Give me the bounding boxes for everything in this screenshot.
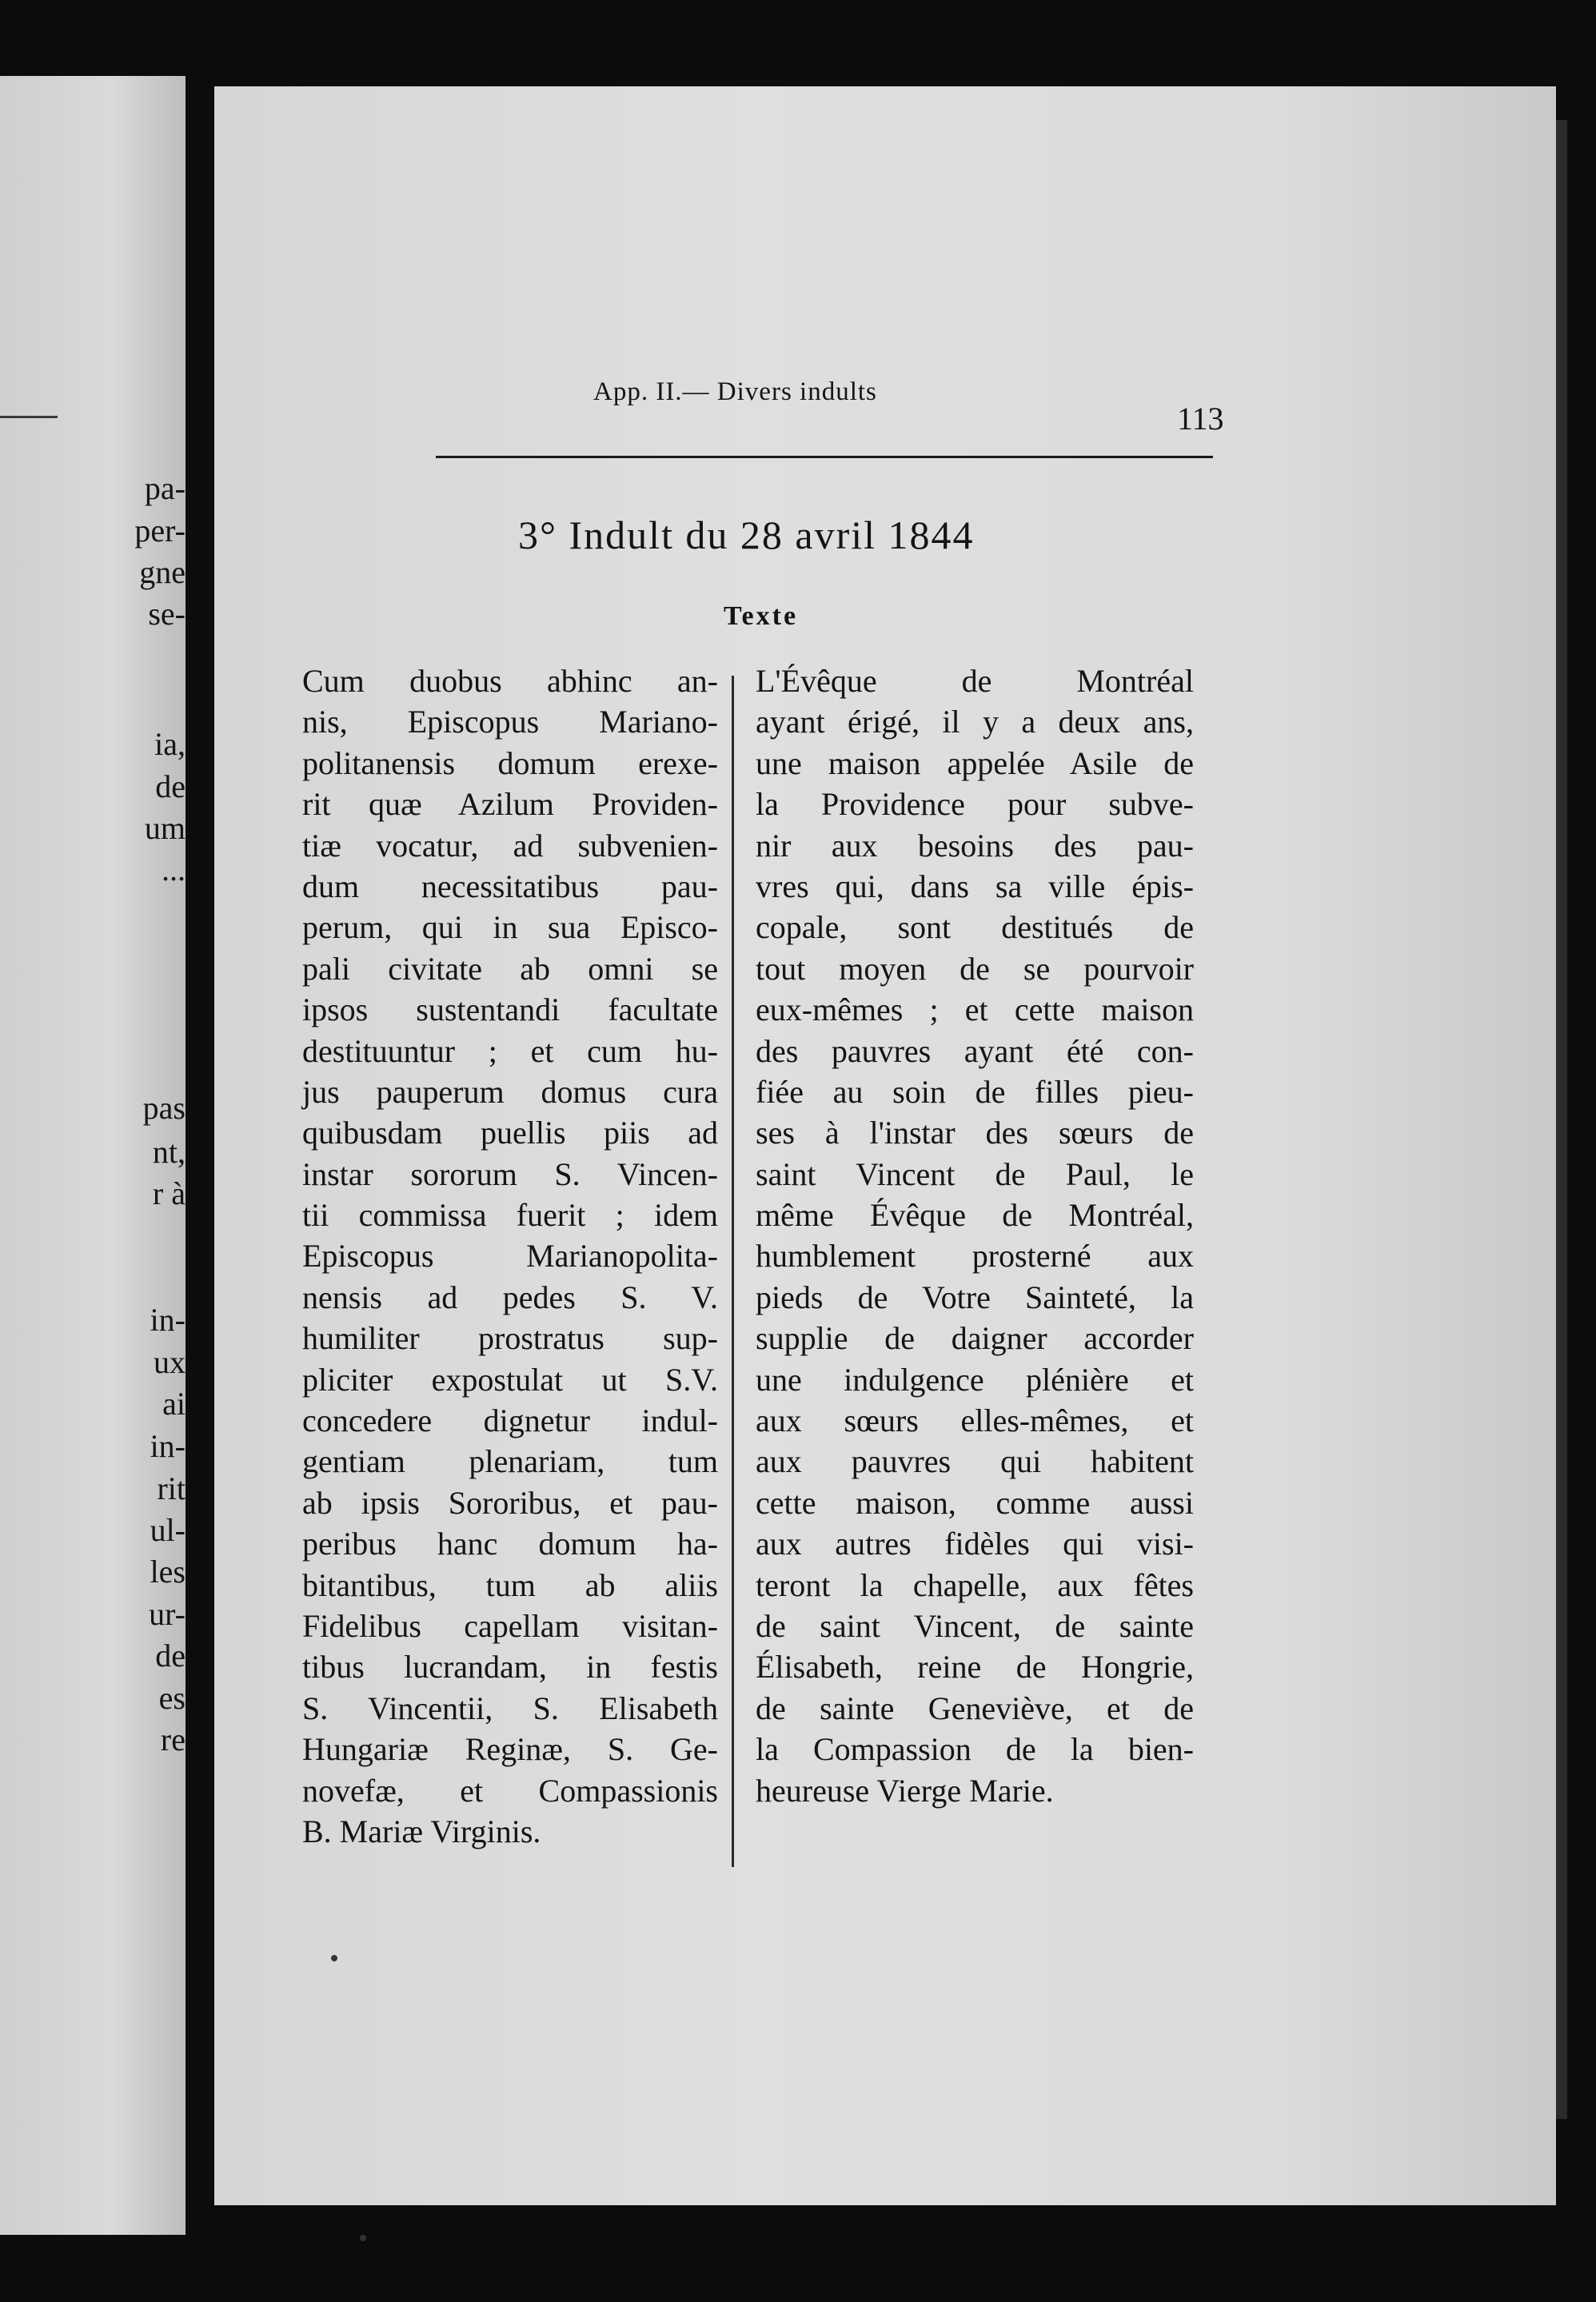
text-line: Episcopus Marianopolita- <box>302 1238 718 1275</box>
text-line: tii commissa fuerit ; idem <box>302 1197 718 1234</box>
text-line: Fidelibus capellam visitan- <box>302 1607 718 1644</box>
text-line: pieds de Votre Sainteté, la <box>756 1279 1194 1315</box>
text-line: de sainte Geneviève, et de <box>756 1690 1194 1726</box>
text-line: gentiam plenariam, tum <box>302 1443 718 1480</box>
column-divider <box>732 676 734 1867</box>
text-line: une maison appelée Asile de <box>756 744 1194 781</box>
header-rule <box>436 456 1213 458</box>
left-page-text-fragment: pas <box>142 1090 186 1126</box>
text-line: de saint Vincent, de sainte <box>756 1607 1194 1644</box>
text-line: dum necessitatibus pau- <box>302 868 718 904</box>
french-text-column <box>756 660 1194 1811</box>
left-page-text-fragment: r à <box>152 1175 186 1211</box>
left-page-text-fragment: in- <box>150 1428 186 1464</box>
left-page-text-fragment: se- <box>148 596 186 632</box>
text-line: tout moyen de se pourvoir <box>756 950 1194 987</box>
text-line: Élisabeth, reine de Hongrie, <box>756 1649 1194 1686</box>
latin-text-column <box>302 660 718 1852</box>
section-subtitle: Texte <box>724 601 799 631</box>
text-line: ses à l'instar des sœurs de <box>756 1115 1194 1151</box>
left-facing-page <box>0 76 186 2235</box>
text-line: une indulgence plénière et <box>756 1361 1194 1398</box>
text-line: B. Mariæ Virginis. <box>302 1813 541 1849</box>
left-page-text-fragment: ai <box>162 1386 186 1422</box>
left-page-text-fragment: ur- <box>149 1596 186 1632</box>
left-page-text-fragment: in- <box>150 1302 186 1338</box>
text-line: fiée au soin de filles pieu- <box>756 1073 1194 1110</box>
left-page-text-fragment: re <box>160 1722 186 1757</box>
left-page-text-fragment: um <box>144 810 186 846</box>
text-line: S. Vincentii, S. Elisabeth <box>302 1690 718 1726</box>
text-line: ayant érigé, il y a deux ans, <box>756 704 1194 740</box>
text-line: cette maison, comme aussi <box>756 1484 1194 1521</box>
text-line: bitantibus, tum ab aliis <box>302 1566 718 1603</box>
text-line: peribus hanc domum ha- <box>302 1526 718 1562</box>
text-line: tiæ vocatur, ad subvenien- <box>302 827 718 864</box>
text-line: pliciter expostulat ut S.V. <box>302 1361 718 1398</box>
left-page-text-fragment: de <box>155 1638 186 1674</box>
text-line: la Compassion de la bien- <box>756 1731 1194 1768</box>
left-page-text-fragment: ux <box>154 1344 186 1380</box>
left-page-text-fragment: ul- <box>150 1512 186 1548</box>
text-line: nensis ad pedes S. V. <box>302 1279 718 1315</box>
text-line: destituuntur ; et cum hu- <box>302 1032 718 1069</box>
text-line: vres qui, dans sa ville épis- <box>756 868 1194 904</box>
text-line: perum, qui in sua Episco- <box>302 909 718 946</box>
text-line: tibus lucrandam, in festis <box>302 1649 718 1686</box>
left-page-text-fragment: ... <box>162 852 186 888</box>
page-number: 113 <box>1177 401 1224 437</box>
left-page-text-fragment: per- <box>134 513 186 549</box>
text-line: humiliter prostratus sup- <box>302 1320 718 1357</box>
text-line: heureuse Vierge Marie. <box>756 1772 1054 1809</box>
text-line: supplie de daigner accorder <box>756 1320 1194 1357</box>
text-line: teront la chapelle, aux fêtes <box>756 1566 1194 1603</box>
left-page-text-fragment: rit <box>157 1470 186 1506</box>
left-page-text-fragment: es <box>158 1680 186 1716</box>
text-line: pali civitate ab omni se <box>302 950 718 987</box>
text-line: L'Évêque de Montréal <box>756 663 1194 699</box>
text-line: nis, Episcopus Mariano- <box>302 704 718 740</box>
text-line: quibusdam puellis piis ad <box>302 1115 718 1151</box>
text-line: des pauvres ayant été con- <box>756 1032 1194 1069</box>
ink-speck <box>360 2235 366 2241</box>
text-line: ipsos sustentandi facultate <box>302 991 718 1028</box>
text-line: saint Vincent de Paul, le <box>756 1155 1194 1192</box>
text-line: ab ipsis Sororibus, et pau- <box>302 1484 718 1521</box>
text-line: Cum duobus abhinc an- <box>302 663 718 699</box>
text-line: rit quæ Azilum Providen- <box>302 786 718 823</box>
text-line: Hungariæ Reginæ, S. Ge- <box>302 1731 718 1768</box>
text-line: eux-mêmes ; et cette maison <box>756 991 1194 1028</box>
left-page-text-fragment: les <box>150 1554 186 1590</box>
left-page-text-fragment: gne <box>139 554 186 590</box>
text-line: aux pauvres qui habitent <box>756 1443 1194 1480</box>
text-line: aux sœurs elles-mêmes, et <box>756 1402 1194 1439</box>
text-line: novefæ, et Compassionis <box>302 1772 718 1809</box>
left-page-text-fragment: pa- <box>144 470 186 506</box>
text-line: nir aux besoins des pau- <box>756 827 1194 864</box>
text-line: politanensis domum erexe- <box>302 744 718 781</box>
text-line: jus pauperum domus cura <box>302 1073 718 1110</box>
text-line: aux autres fidèles qui visi- <box>756 1526 1194 1562</box>
text-line: copale, sont destitués de <box>756 909 1194 946</box>
page-edge <box>1556 120 1567 2119</box>
section-title: 3° Indult du 28 avril 1844 <box>518 513 975 557</box>
left-page-text-fragment: de <box>155 768 186 804</box>
ink-speck <box>331 1955 337 1961</box>
running-head: App. II.— Divers indults <box>593 377 877 406</box>
text-line: humblement prosterné aux <box>756 1238 1194 1275</box>
text-line: même Évêque de Montréal, <box>756 1197 1194 1234</box>
left-page-text-fragment: nt, <box>152 1134 186 1170</box>
text-line: concedere dignetur indul- <box>302 1402 718 1439</box>
text-line: la Providence pour subve- <box>756 786 1194 823</box>
text-line: instar sororum S. Vincen- <box>302 1155 718 1192</box>
left-page-text-fragment: ia, <box>154 726 186 762</box>
left-page-rule <box>0 416 58 418</box>
